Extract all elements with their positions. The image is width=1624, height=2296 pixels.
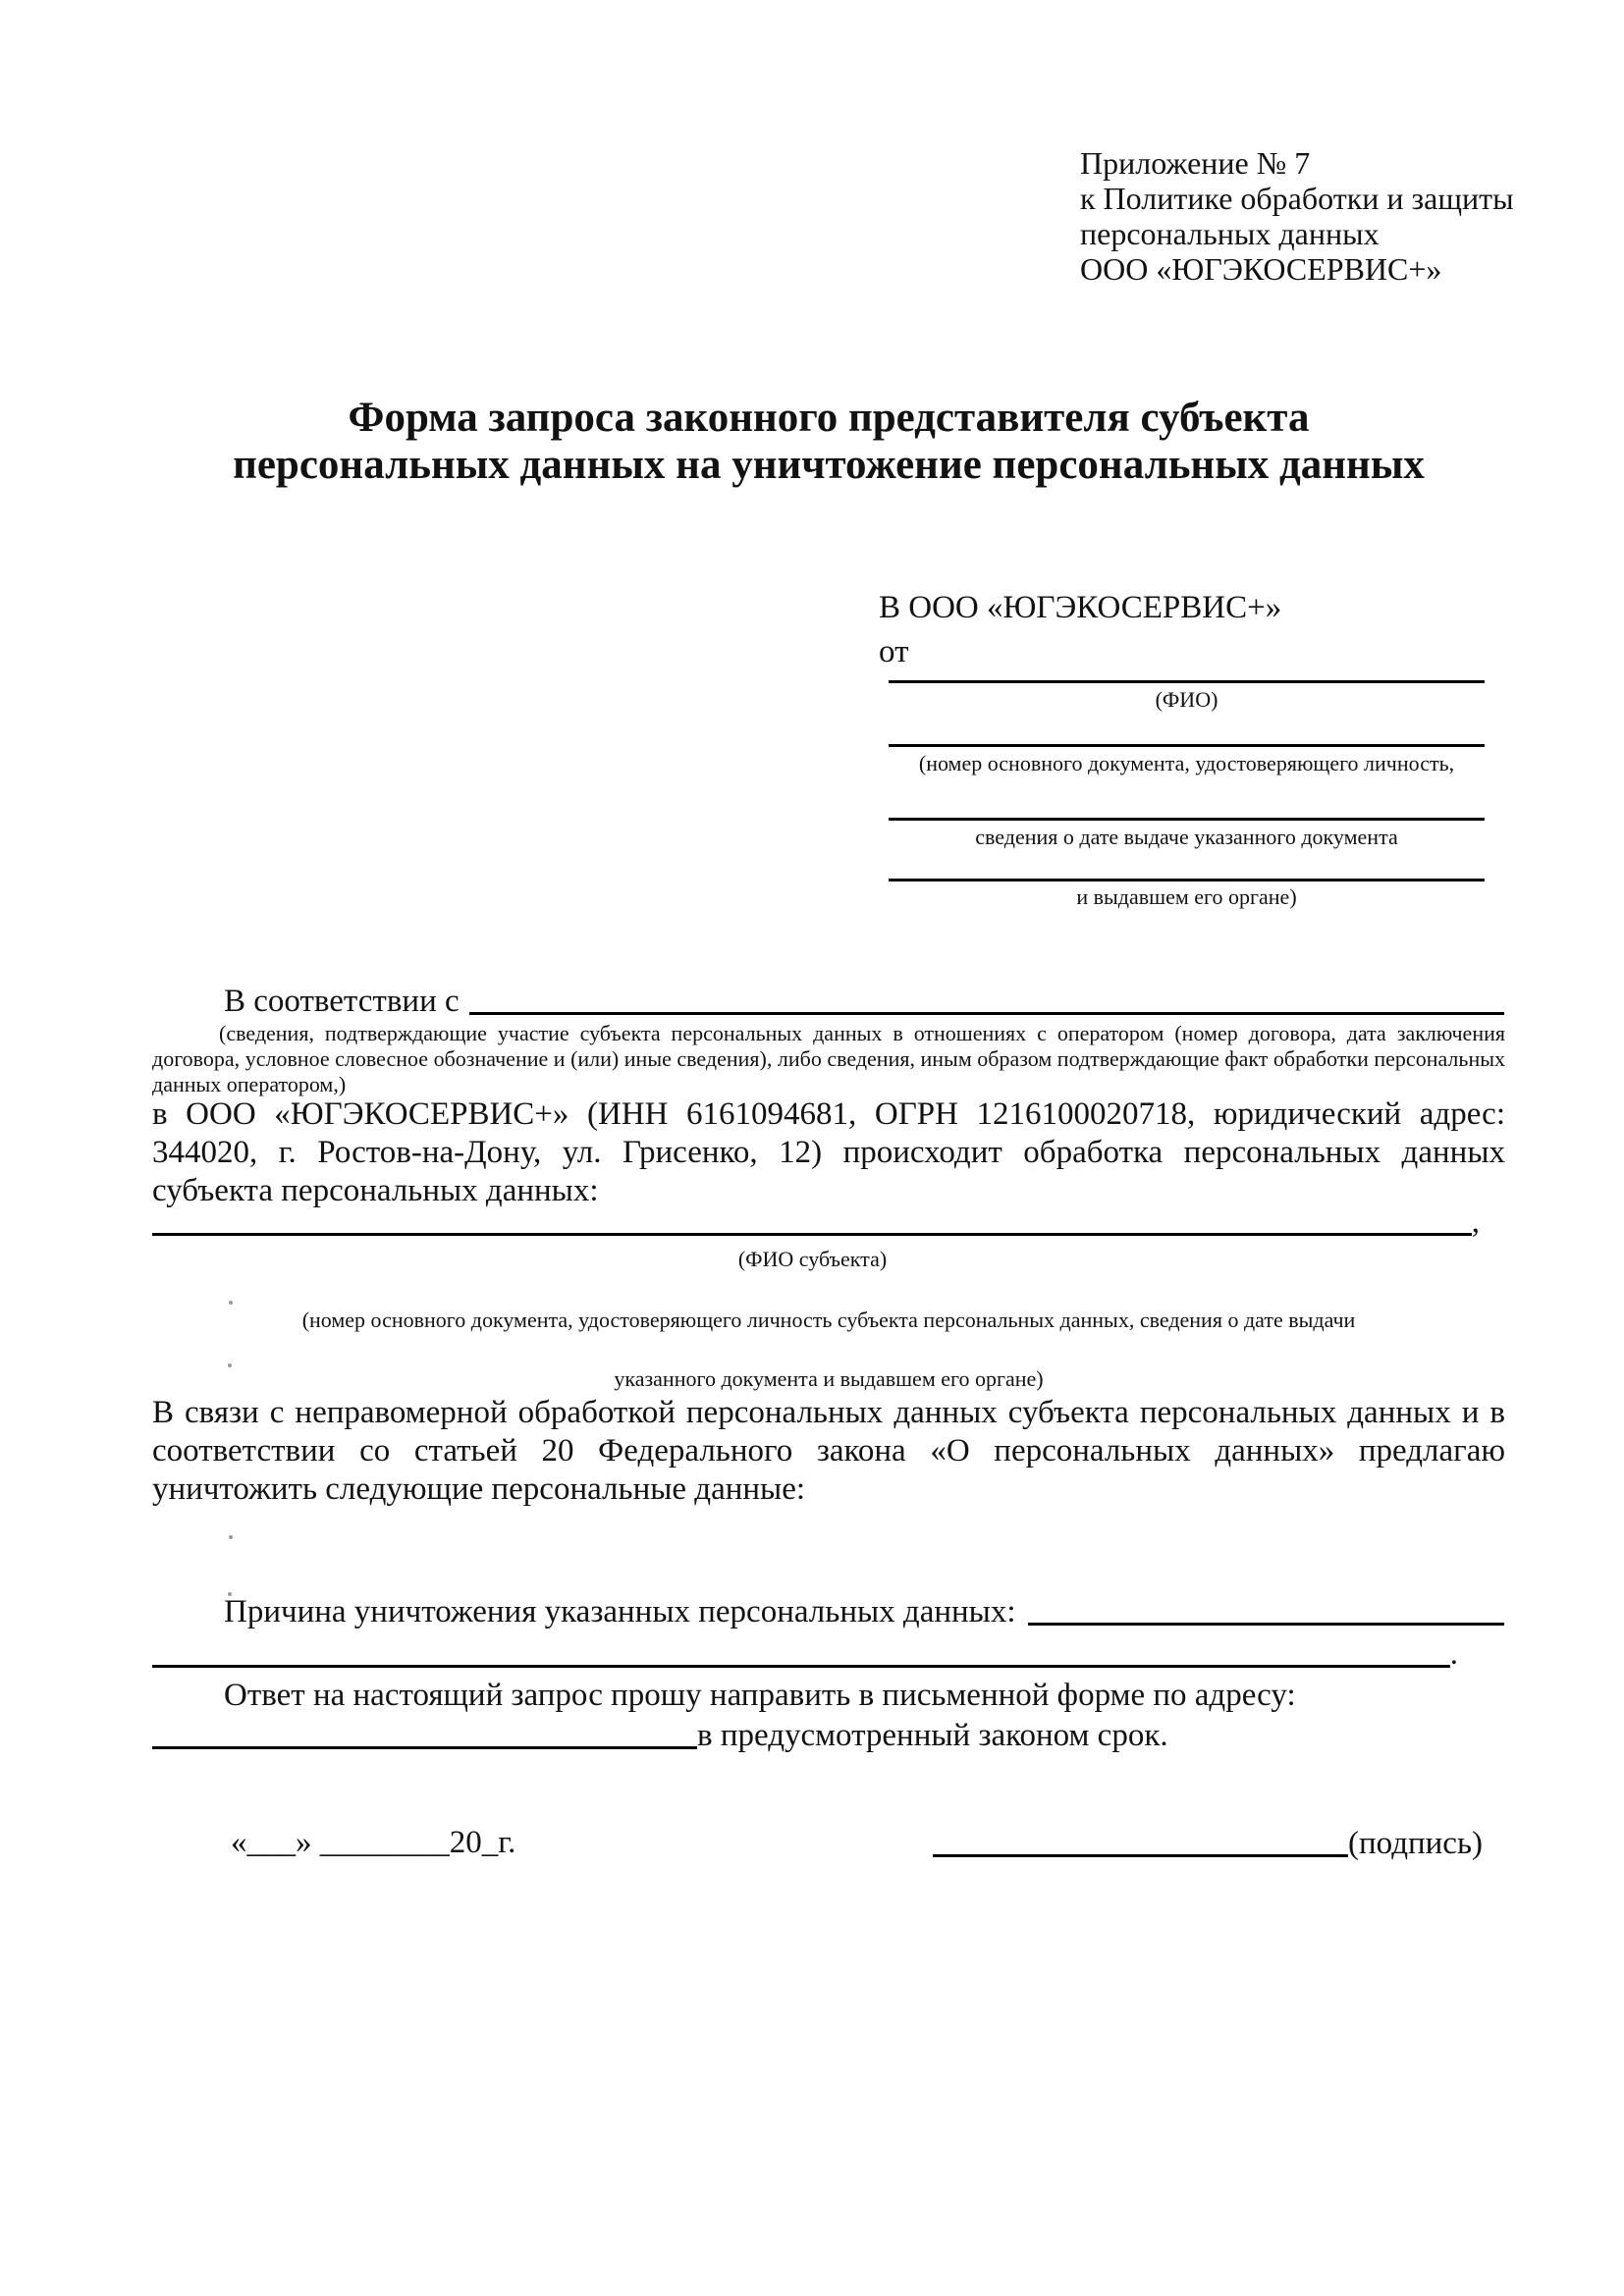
subject-line-comma: , (1471, 1204, 1480, 1240)
fio-caption: (ФИО) (1155, 687, 1218, 712)
issue-date-caption: сведения о дате выдаче указанного документа (975, 825, 1398, 849)
issue-date-blank-line (889, 818, 1485, 821)
issuing-authority-caption: и выдавшем его органе) (1076, 884, 1297, 909)
document-number-caption: (номер основного документа, удостоверяющего личность, (918, 751, 1455, 775)
fio-blank-line (889, 680, 1485, 683)
document-number-blank-line (889, 744, 1485, 747)
accordance-note: (сведения, подтверждающие участие субъекта персональных данных в отношениях с оператором (номер договора, дата заключения договора, условное словесное обозначение и (или) иные сведения), либо сведения, иным образом подтверждающие факт обработки персональных данных оператором,) (152, 1021, 1505, 1096)
reason-label: Причина уничтожения указанных персональных данных: (224, 1594, 1016, 1629)
appendix-line: Приложение № 7 (1080, 145, 1311, 181)
subject-document-caption: (номер основного документа, удостоверяющего личность субъекта персональных данных, сведения о дате выдачи (301, 1308, 1356, 1332)
scan-speck (229, 1301, 233, 1305)
page-title-line: персональных данных на уничтожение персональных данных (233, 442, 1425, 488)
page-title-line: Форма запроса законного представителя субъекта (348, 395, 1310, 441)
page-title (152, 395, 1505, 489)
reason-continuation-blank-line (152, 1635, 1450, 1668)
reason-blank-line (1028, 1592, 1504, 1626)
appendix-note (1080, 145, 1514, 287)
reason-continuation-row (152, 1635, 1458, 1674)
subject-document-caption-cont: указанного документа и выдавшем его органе) (614, 1366, 1044, 1391)
accordance-blank-line (469, 982, 1504, 1015)
reply-address-row (152, 1716, 1505, 1755)
addressee-from-label: от (879, 634, 909, 669)
reply-suffix: в предусмотренный законом срок. (697, 1718, 1168, 1753)
signature-blank-line (933, 1824, 1348, 1857)
date-blank: «___» ________20_г. (231, 1825, 516, 1860)
reason-row (224, 1592, 1504, 1631)
issuing-authority-blank-line (889, 879, 1485, 881)
request-paragraph: В связи с неправомерной обработкой персональных данных субъекта персональных данных и в соответствии со статьей 20 Федерального закона «О персональных данных» предлагаю уничтожить следующие персональные данные: (152, 1395, 1505, 1507)
signature-row (933, 1824, 1483, 1863)
reply-line: Ответ на настоящий запрос прошу направить в письменной форме по адресу: (224, 1678, 1296, 1713)
appendix-line: к Политике обработки и защиты (1080, 181, 1514, 216)
subject-fio-caption: (ФИО субъекта) (737, 1247, 888, 1271)
scan-speck (229, 1535, 233, 1539)
operator-paragraph: в ООО «ЮГЭКОСЕРВИС+» (ИНН 6161094681, ОГРН 1216100020718, юридический адрес: 344020, г. Ростов-на-Дону, ул. Грисенко, 12) происходит обработка персональных данных субъекта персональных данных: (152, 1096, 1505, 1208)
subject-fio-row (152, 1203, 1480, 1242)
reply-address-blank-line (152, 1716, 697, 1749)
subject-fio-blank-line (152, 1203, 1472, 1236)
accordance-prefix: В соответствии с (224, 984, 460, 1019)
scan-speck (228, 1363, 232, 1367)
addressee-to: В ООО «ЮГЭКОСЕРВИС+» (879, 590, 1282, 625)
appendix-line: ООО «ЮГЭКОСЕРВИС+» (1080, 251, 1442, 287)
accordance-row (224, 982, 1504, 1021)
signature-caption: (подпись) (1348, 1826, 1483, 1861)
appendix-line: персональных данных (1080, 216, 1380, 251)
reason-line-period: . (1449, 1636, 1458, 1672)
